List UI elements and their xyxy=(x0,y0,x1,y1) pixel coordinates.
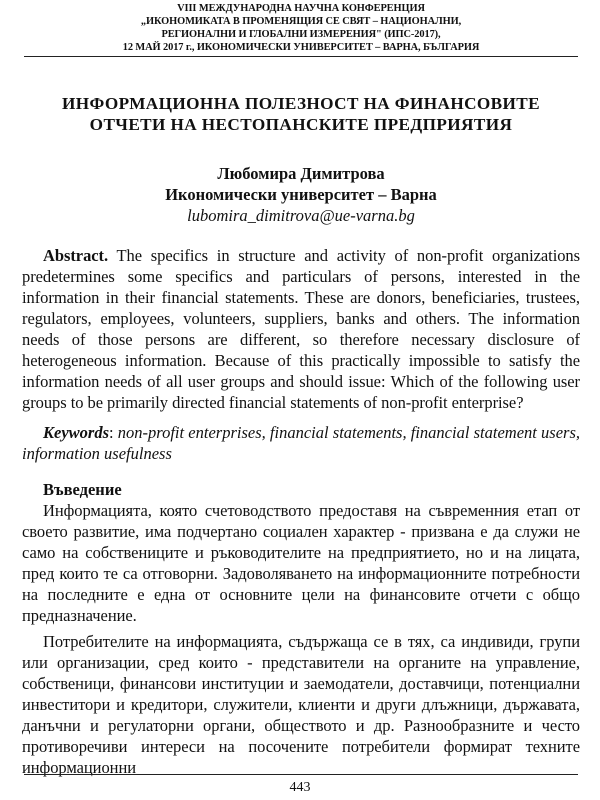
introduction-paragraph-2: Потребителите на информацията, съдържаща се в тях, са индивиди, групи или организации, сред които - представители на органите на управление, собственици, финансови институции и заемодатели, доставчици, потенциални инвеститори и кредитори, служители, клиенти и други длъжници, държавата, данъчни и регулаторни органи, обществото и др. Разнообразните и често противоречиви интереси на посочените потребители формират техните информационни xyxy=(22,632,580,777)
conference-line-2: „ИКОНОМИКАТА В ПРОМЕНЯЩИЯ СЕ СВЯТ – НАЦИОНАЛНИ, xyxy=(140,16,462,27)
author-name: Любомира Димитрова xyxy=(217,164,385,183)
paper-title-line-2: ОТЧЕТИ НА НЕСТОПАНСКИТЕ ПРЕДПРИЯТИЯ xyxy=(89,115,513,134)
paper-title xyxy=(22,93,580,135)
introduction-paragraph-1: Информацията, която счетоводството предоставя на съвременния етап от своето развитие, има подчертано социален характер - призвана е да служи не само на собствениците и ръководителите на предприятието, но и на лицата, пред които те са отговорни. Задоволяването на информационните потребности на последните е една от основните цели на финансовите отчети с общо предназначение. xyxy=(22,501,580,625)
conference-line-4: 12 МАЙ 2017 г., ИКОНОМИЧЕСКИ УНИВЕРСИТЕТ – ВАРНА, БЪЛГАРИЯ xyxy=(122,42,480,53)
keywords-label: Keywords xyxy=(43,423,109,442)
author-email: lubomira_dimitrova@ue-varna.bg xyxy=(187,206,415,225)
page-number: 443 xyxy=(289,780,311,795)
keywords-colon: : xyxy=(109,423,114,442)
conference-header xyxy=(22,0,580,54)
keywords xyxy=(22,422,580,464)
author-block xyxy=(22,163,580,226)
author-affiliation: Икономически университет – Варна xyxy=(165,185,437,204)
header-divider xyxy=(24,56,578,57)
abstract-label: Abstract. xyxy=(43,246,109,265)
introduction-body xyxy=(22,500,580,777)
conference-line-3: РЕГИОНАЛНИ И ГЛОБАЛНИ ИЗМЕРЕНИЯ" (ИПС-2017), xyxy=(161,29,441,40)
abstract-text: The specifics in structure and activity of non-profit organizations predetermines some specifics and particulars of persons, interested in the information in their financial statements. These are donors, beneficiaries, trustees, regulators, employees, volunteers, suppliers, banks and others. The information needs of those persons are different, so therefore necessary disclosure of heterogeneous information. Because of this practically impossible to satisfy the information needs of all user groups and should issue: Which of the following user groups to be primarily directed financial statements of non-profit enterprise? xyxy=(22,246,580,412)
abstract xyxy=(22,245,580,413)
keywords-text: non-profit enterprises, financial statements, financial statement users, information usefulness xyxy=(22,423,581,463)
paper-title-line-1: ИНФОРМАЦИОННА ПОЛЕЗНОСТ НА ФИНАНСОВИТЕ xyxy=(61,94,541,113)
conference-line-1: VIII МЕЖДУНАРОДНА НАУЧНА КОНФЕРЕНЦИЯ xyxy=(177,3,425,14)
introduction-heading: Въведение xyxy=(43,480,122,499)
footer-divider xyxy=(24,774,578,775)
